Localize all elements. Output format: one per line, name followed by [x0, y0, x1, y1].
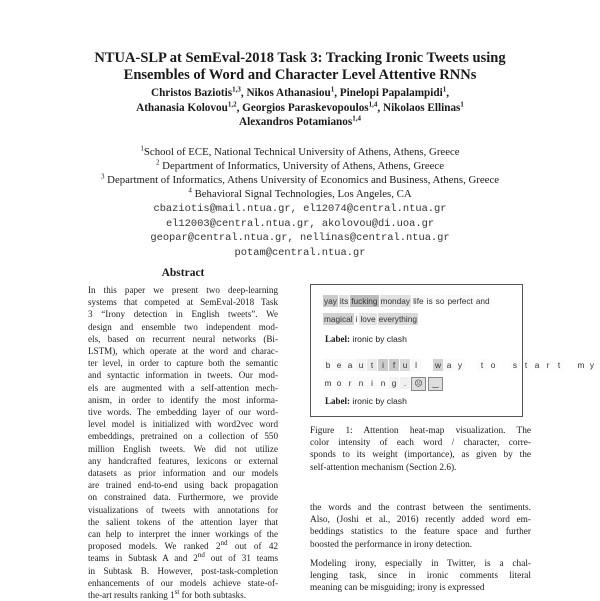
author-affil-sup: 1,4	[368, 99, 378, 108]
abstract-line: proposed models. We ranked 2nd out of 42	[88, 539, 278, 552]
abstract-line: els are augmented with a self-attention mech-	[88, 382, 278, 393]
caption-line: sponds to its weight (importance), as given by the	[310, 450, 531, 461]
body-line: meaning can be misguiding; irony is expressed	[310, 583, 485, 594]
heatmap-char: a	[534, 360, 540, 370]
heatmap-char: f	[389, 359, 399, 371]
body-line: Modeling irony, especially in Twitter, is a chal-	[310, 558, 531, 569]
heatmap-word: love	[360, 314, 376, 324]
abstract-line: datasets as prior information and our models	[88, 468, 278, 479]
body-line: boosted the performance in irony detection.	[310, 539, 473, 550]
attention-heatmap-figure	[310, 284, 595, 417]
affiliation	[40, 159, 560, 173]
heatmap-char: a	[444, 359, 454, 371]
author-affil-sup: 1	[460, 99, 464, 108]
author-affil-sup: 1	[330, 85, 335, 94]
affiliation	[40, 173, 560, 187]
heatmap-char: .	[400, 377, 410, 389]
heatmap-char: e	[334, 359, 344, 371]
heatmap-char: t	[367, 359, 377, 371]
heatmap-char-row	[323, 377, 445, 391]
heatmap-char: u	[400, 359, 410, 371]
author-line: Christos Baziotis$^{1,3}$, Nikos Athanasiou$^1$, Pinelopi Papalampidi$^1$,	[151, 85, 449, 99]
affiliation-sup: 2	[155, 158, 160, 167]
abstract-line: can help to interpret the inner workings of the	[88, 529, 278, 540]
heatmap-word: everything	[378, 314, 417, 324]
author-affil-sup: 1,4	[352, 114, 361, 123]
author-line: Athanasia Kolovou$^{1,2}$, Georgios Paraskevopoulos$^{1,4}$, Nikolaos Ellinas$^1$	[136, 99, 464, 114]
affiliation-sup: 1	[140, 144, 144, 153]
label-key: Label:	[325, 334, 351, 344]
heatmap-char: t	[524, 360, 528, 370]
heatmap-word: fucking	[351, 296, 378, 306]
abstract-line: LSTM), which operate at the word and charac-	[88, 346, 278, 357]
email-line: potam@central.ntua.gr	[234, 246, 366, 259]
abstract-line: level model is initialized with word2vec word	[88, 419, 278, 430]
author-affil-sup: 1,3	[232, 85, 241, 94]
label-key: Label:	[325, 396, 351, 406]
abstract-line: tive words. The embedding layer of our word-	[88, 407, 278, 418]
author-list	[60, 86, 540, 130]
abstract-line: els, based on recurrent neural networks (Bi-	[88, 333, 278, 344]
label-value: ironic by clash	[352, 334, 407, 344]
figure-caption	[310, 425, 531, 474]
heatmap-char	[422, 366, 432, 368]
heatmap-char: m	[324, 378, 332, 389]
caption-line: Figure 1: Attention heat-map visualization. The	[310, 426, 531, 436]
abstract-line: visualizations of tweets with annotations for	[88, 504, 278, 515]
heatmap-char: u	[356, 359, 366, 371]
label-value: ironic by clash	[352, 396, 407, 406]
heatmap-word: i	[355, 314, 358, 324]
weary-face-icon: ☹	[411, 377, 426, 391]
heatmap-char: r	[345, 377, 355, 389]
heatmap-word-row	[323, 313, 419, 325]
heatmap-char: t	[477, 359, 487, 371]
author-name: Georgios Paraskevopoulos	[242, 101, 369, 114]
heatmap-word: so	[435, 296, 445, 306]
author-name: Nikolaos Ellinas	[382, 101, 461, 114]
email-line: el12003@central.ntua.gr, akolovou@di.uoa.gr	[165, 217, 435, 230]
heatmap-char: a	[345, 359, 355, 371]
affiliation-text: Department of Informatics, University of Athens, Athens, Greece	[162, 160, 445, 172]
abstract-line: ter level, in order to capture both the semantic	[88, 358, 278, 369]
affiliation-text: Behavioral Signal Technologies, Los Angeles, CA	[194, 188, 412, 200]
heatmap-char	[565, 366, 575, 368]
abstract-heading: Abstract	[161, 267, 205, 279]
affiliation	[40, 145, 560, 159]
author-affil-sup: 1,2	[227, 99, 237, 108]
body-line: Also, (Joshi et al., 2016) recently added word em-	[310, 515, 531, 526]
body-line: beddings statistics to the feature space and further	[310, 527, 531, 538]
heatmap-word: its	[339, 296, 349, 306]
abstract-line: systems that competed at SemEval-2018 Task	[88, 297, 278, 308]
author-name: Alexandros Potamianos	[239, 116, 353, 128]
author-name: Christos Baziotis	[151, 87, 233, 99]
heatmap-word: perfect	[447, 296, 473, 306]
title-line: NTUA-SLP at SemEval-2018 Task 3: Tracking Ironic Tweets using	[94, 50, 506, 66]
heatmap-word-row	[323, 295, 492, 307]
heatmap-char: t	[557, 360, 561, 370]
heatmap-char-row	[323, 359, 598, 371]
title-line: Ensembles of Word and Character Level Attentive RNNs	[123, 67, 477, 83]
heatmap-char: b	[323, 359, 333, 371]
heatmap-word: magical	[324, 314, 353, 324]
smirk-face-icon: ‿	[428, 377, 443, 391]
author-name: Nikos Athanasiou	[246, 87, 331, 99]
abstract-body	[88, 284, 278, 601]
abstract-line: any handcrafted features, lexicons or external	[88, 455, 278, 466]
author-name: Athanasia Kolovou	[136, 101, 228, 114]
heatmap-char: o	[490, 360, 496, 370]
heatmap-word: life	[413, 296, 424, 306]
author-line	[60, 115, 540, 130]
abstract-line: are trained end-to-end using back propagation	[88, 480, 278, 491]
author-affil-sup: 1	[442, 85, 447, 94]
abstract-line: 3 “Irony detection in English tweets”. We	[88, 309, 278, 320]
paper-title	[60, 50, 540, 84]
email-list	[40, 202, 560, 260]
body-line: the words and the contrast between the sentiments.	[310, 503, 531, 513]
affiliation-sup: 3	[100, 172, 105, 181]
abstract-line: anism, in order to identify the most informa-	[88, 394, 278, 405]
heatmap-char	[499, 366, 509, 368]
figure-label	[325, 334, 407, 344]
heatmap-word: yay	[324, 296, 337, 306]
heatmap-char: o	[334, 377, 344, 389]
heatmap-word: monday	[380, 296, 411, 306]
email-line: geopar@central.ntua.gr, nellinas@central.ntua.gr	[150, 232, 450, 244]
abstract-line: In this paper we present two deep-learning	[88, 285, 278, 295]
heatmap-char: g	[389, 377, 399, 389]
abstract-line: enhancements of our models achieve state-of-	[88, 577, 278, 588]
email-line: cbaziotis@mail.ntua.gr, el12074@central.ntua.gr	[153, 203, 447, 215]
heatmap-char: i	[378, 359, 388, 371]
heatmap-char: s	[512, 360, 518, 370]
abstract-line: design and ensemble two independent mod-	[88, 321, 278, 332]
affiliation	[40, 187, 560, 201]
abstract-line: embeddings, pretrained on a collection of 550	[88, 431, 278, 442]
figure-label	[325, 396, 407, 406]
abstract-line: teams in Subtask A and 2nd out of 31 teams	[88, 551, 278, 564]
heatmap-char: r	[546, 360, 550, 370]
heatmap-char: m	[577, 360, 585, 370]
body-line: lenging task, since in ironic comments literal	[310, 571, 531, 582]
heatmap-char: y	[455, 359, 465, 371]
body-text	[310, 502, 531, 594]
abstract-line: the-art results ranking 1st for both subtasks.	[88, 588, 246, 601]
abstract-line: and syntactic information in tweets. Our mod-	[88, 370, 278, 381]
heatmap-char: i	[367, 377, 377, 389]
caption-line: self-attention mechanism (Section 2.6).	[310, 462, 457, 473]
author-name: Pinelopi Papalampidi	[339, 87, 443, 99]
heatmap-char: w	[435, 360, 441, 370]
heatmap-word: is	[426, 296, 433, 306]
abstract-line: million English tweets. We did not utilize	[88, 443, 278, 454]
heatmap-char: l	[411, 359, 421, 371]
affiliations	[40, 145, 560, 201]
heatmap-char: n	[378, 377, 388, 389]
affiliation-text: School of ECE, National Technical University of Athens, Athens, Greece	[143, 146, 460, 158]
heatmap-word: and	[475, 296, 490, 306]
abstract-line: in Subtask B. However, post-task-completion	[88, 565, 278, 576]
affiliation-text: Department of Informatics, Athens University of Economics and Business, Athens, Greece	[107, 174, 500, 186]
heatmap-char	[466, 366, 476, 368]
abstract-line: the salient tokens of the attention layer that	[88, 516, 278, 527]
heatmap-char: y	[589, 360, 595, 370]
affiliation-sup: 4	[188, 186, 192, 195]
heatmap-char: n	[356, 377, 366, 389]
caption-line: color intensity of each word / character, corre-	[310, 438, 531, 449]
abstract-line: on constrained data. Furthermore, we provide	[88, 492, 278, 503]
